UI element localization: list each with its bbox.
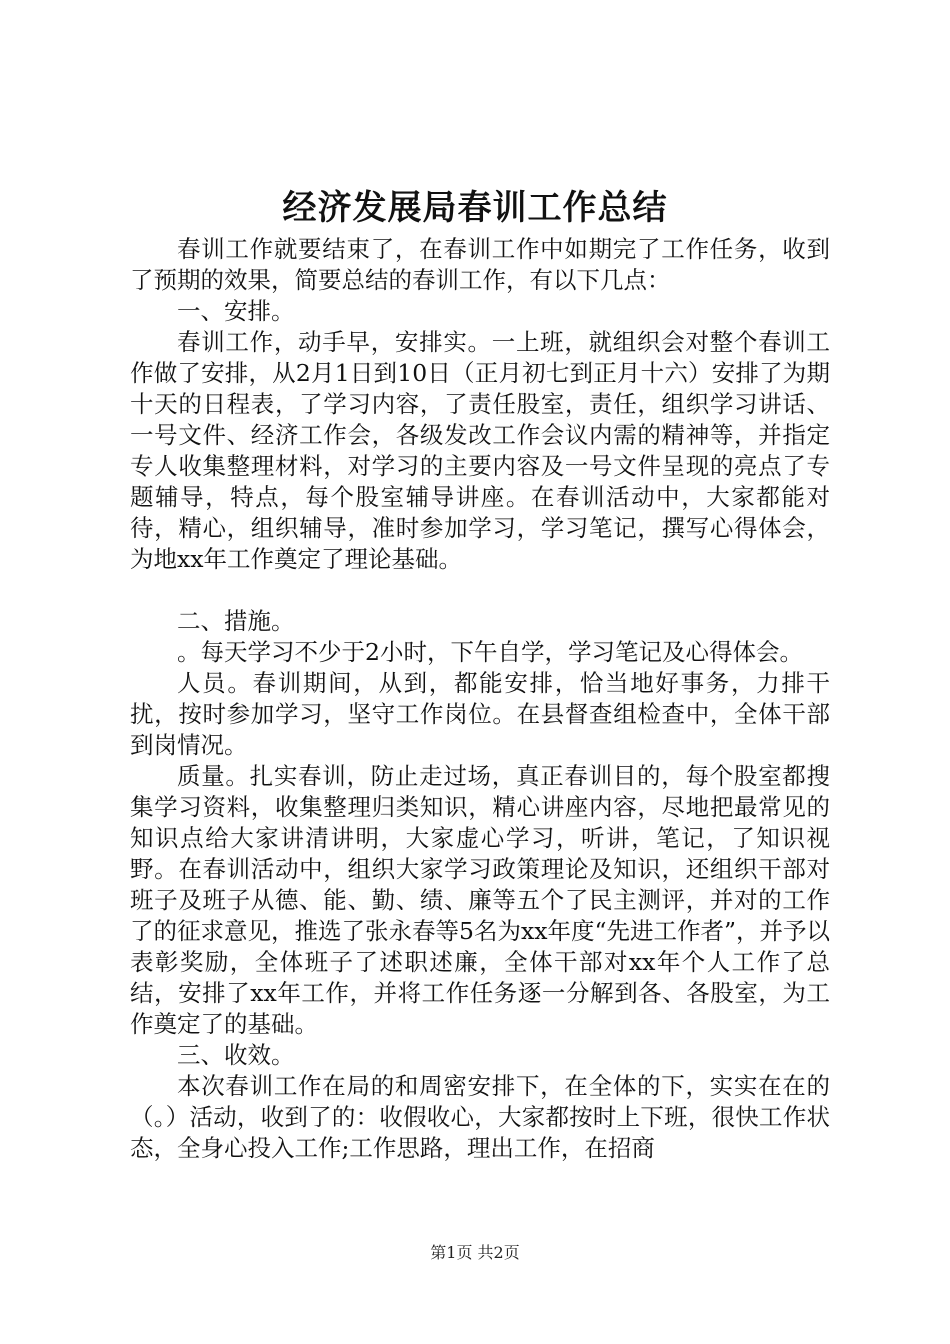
paragraph-personnel: 人员。春训期间，从到，都能安排，恰当地好事务，力排干扰，按时参加学习，坚守工作岗位。在县督查组检查中，全体干部到岗情况。 [130, 669, 830, 759]
paragraph-study-time: 。每天学习不少于2小时，下午自学，学习笔记及心得体会。 [177, 638, 803, 666]
paragraph-results: 本次春训工作在局的和周密安排下，在全体的下，实实在在的（。）活动，收到了的：收假收心，大家都按时上下班，很快工作状态，全身心投入工作;工作思路，理出工作，在招商 [130, 1072, 830, 1162]
page-number-footer: 第1页 共2页 [430, 1243, 520, 1262]
section-heading-results: 三、收效。 [177, 1041, 295, 1069]
section-heading-measures: 二、措施。 [177, 607, 295, 635]
paragraph-arrangement: 春训工作，动手早，安排实。一上班，就组织会对整个春训工作做了安排，从2月1日到10日（正月初七到正月十六）安排了为期十天的日程表，了学习内容，了责任股室，责任，组织学习讲话、一号文件、经济工作会，各级发改工作会议内需的精神等，并指定专人收集整理材料，对学习的主要内容及一号文件呈现的亮点了专题辅导，特点，每个股室辅导讲座。在春训活动中，大家都能对待，精心，组织辅导，准时参加学习，学习笔记，撰写心得体会，为地xx年工作奠定了理论基础。 [130, 328, 830, 573]
document-title: 经济发展局春训工作总结 [282, 188, 668, 228]
paragraph-quality: 质量。扎实春训，防止走过场，真正春训目的，每个股室都搜集学习资料，收集整理归类知识，精心讲座内容，尽地把最常见的知识点给大家讲清讲明，大家虚心学习，听讲，笔记，了知识视野。在春训活动中，组织大家学习政策理论及知识，还组织干部对班子及班子从德、能、勤、绩、廉等五个了民主测评，并对的工作了的征求意见，推选了张永春等5名为xx年度“先进工作者”，并予以表彰奖励，全体班子了述职述廉，全体干部对xx年个人工作了总结，安排了xx年工作，并将工作任务逐一分解到各、各股室，为工作奠定了的基础。 [130, 762, 830, 1038]
paragraph-intro: 春训工作就要结束了，在春训工作中如期完了工作任务，收到了预期的效果，简要总结的春训工作，有以下几点： [130, 235, 830, 294]
section-heading-arrangement: 一、安排。 [177, 297, 295, 325]
document-body [130, 234, 830, 1164]
